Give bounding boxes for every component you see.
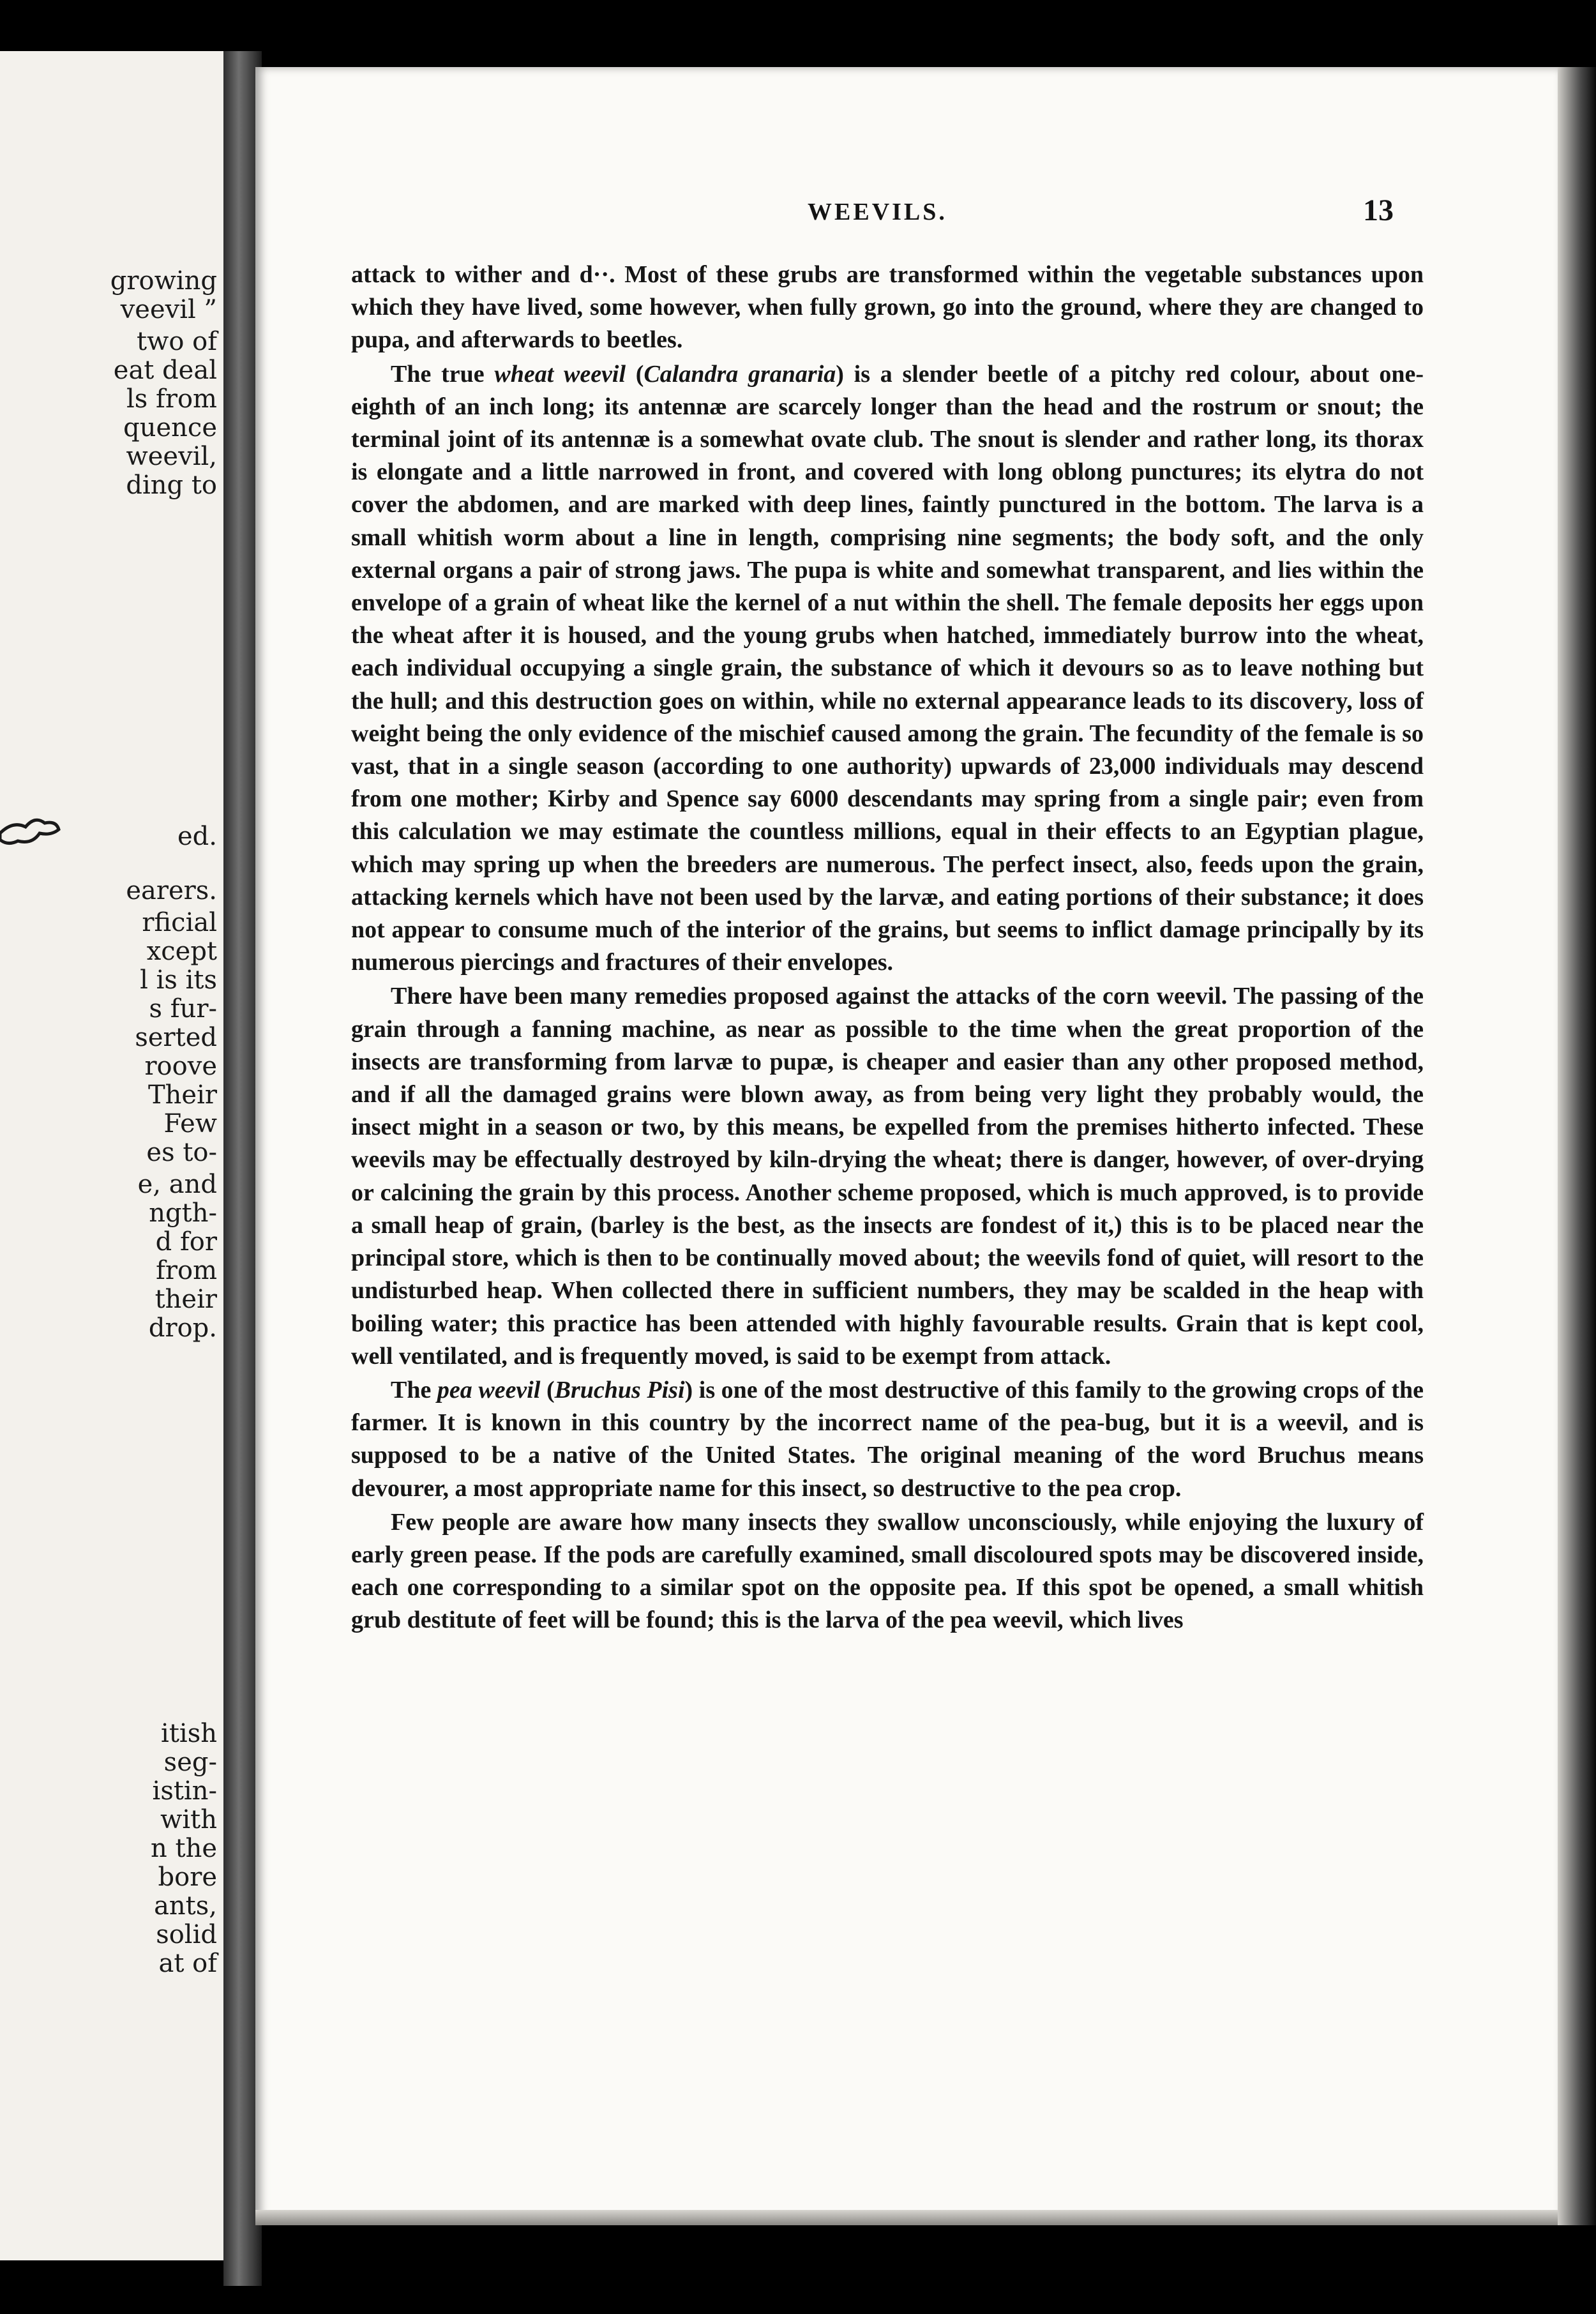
left-page-text-fragment: Their — [147, 1080, 217, 1110]
left-page-text-fragment: seg- — [163, 1748, 217, 1777]
text-run: ) is a slender beetle of a pitchy red colour, about one-eighth of an inch long; its antennæ are scarcely longer than the head and the rostrum or snout; the terminal joint of its antennæ is a somewhat ovate club. The snout is slender and rather long, its thorax is elongate and a little narrowed in front, and covered with long oblong punctures; its elytra do not cover the abdomen, and are marked with deep lines, faintly punctured in the bottom. The larva is a small whitish worm about a line in length, comprising nine segments; the body soft, and the only external organs a pair of strong jaws. The pupa is white and somewhat transparent, and lies within the envelope of a grain of wheat like the kernel of a nut within the shell. The female deposits her eggs upon the wheat after it is housed, and the young grubs when hatched, immediately burrow into the wheat, each individual occupying a single grain, the substance of which it devours so as to leave nothing but the hull; and this destruction goes on within, while no external appearance leads to its discovery, loss of weight being the only evidence of the mischief caused among the grain. The fecundity of the female is so vast, that in a single season (according to one authority) upwards of 23,000 individuals may descend from one mother; Kirby and Spence say 6000 descendants may spring from a single pair; even from this calculation we may estimate the countless millions, equal in their effects to an Egyptian plague, which may spring up when the breeders are numerous. The perfect insect, also, feeds upon the grain, attacking kernels which have not been used by the larvæ, and eating portions of their substance; it does not appear to consume much of the interior of the grains, but seems to inflict damage principally by its numerous piercings and fractures of their envelopes. — [351, 360, 1424, 976]
left-page-text-fragment: ants, — [154, 1891, 217, 1921]
left-page-text-fragment: d for — [155, 1227, 217, 1257]
left-page-text-fragment: weevil, — [126, 442, 217, 471]
left-page-text-fragment: es to- — [146, 1138, 217, 1167]
italic-term: Calandra granaria — [644, 360, 836, 388]
page-bottom-edge — [255, 2210, 1558, 2225]
text-run: There have been many remedies proposed against the attacks of the corn weevil. The passing of the grain through a fanning machine, as near as possible to the time when the great proportion of the insects are transforming from larvæ to pupæ, is cheaper and easier than any other proposed method, and if all the damaged grains were blown away, as from being very light they probably would, the insect might in a season or two, by this means, be expelled from the premises hitherto infected. These weevils may be effectually destroyed by kiln-drying the wheat; there is danger, however, of over-drying or calcining the grain by this process. Another scheme proposed, which is much approved, is to provide a small heap of grain, (barley is the best, as the insects are fondest of it,) this is to be placed near the principal store, which is then to be continually moved about; the weevils fond of quiet, will resort to the undisturbed heap. When collected there in sufficient numbers, they may be scalded in the heap with boiling water; this practice has been attended with highly favourable results. Grain that is kept cool, well ventilated, and is frequently moved, is said to be exempt from attack. — [351, 983, 1424, 1370]
left-page-text-fragment: growing — [110, 266, 217, 296]
text-run: The — [391, 1376, 437, 1403]
paragraph — [351, 980, 1424, 1372]
left-page-text-fragment: rficial — [142, 908, 217, 937]
left-page-text-fragment: ding to — [126, 471, 217, 500]
left-page-text-fragment: bore — [158, 1863, 217, 1892]
main-page — [255, 67, 1558, 2225]
left-page-text-fragment: from — [156, 1256, 217, 1285]
italic-term: pea weevil — [437, 1376, 541, 1403]
left-page-text-fragment: ls from — [126, 384, 217, 414]
left-page-text-fragment: veevil ” — [120, 295, 217, 324]
left-page-text-fragment: earers. — [126, 876, 217, 905]
left-page-text-fragment: n the — [151, 1834, 217, 1863]
left-page-text-fragment: xcept — [146, 937, 217, 966]
hand-ornament-icon — [0, 808, 64, 852]
text-run: Few people are aware how many insects they swallow unconsciously, while enjoying the luxury of early green pease. If the pods are carefully examined, small discoloured spots may be discovered inside, each one corresponding to a similar spot on the opposite pea. If this spot be opened, a small whitish grub destitute of feet will be found; this is the larva of the pea weevil, which lives — [351, 1508, 1424, 1634]
page-header — [255, 193, 1404, 243]
left-page-text-fragment: eat deal — [113, 356, 217, 385]
left-page-text-fragment: l is its — [140, 965, 217, 995]
page-number: 13 — [1363, 193, 1394, 227]
text-run: ( — [626, 360, 644, 388]
left-page-text-fragment: their — [154, 1285, 217, 1314]
left-page-text-fragment: istin- — [152, 1776, 217, 1806]
left-page-text-fragment: two of — [137, 327, 217, 356]
left-page-text-fragment: solid — [156, 1920, 217, 1949]
left-page-text-fragment: with — [160, 1805, 217, 1834]
paragraph — [351, 358, 1424, 979]
italic-term: Bruchus Pisi — [554, 1376, 685, 1403]
left-page-text-fragment: drop. — [148, 1313, 217, 1343]
paragraph — [351, 1506, 1424, 1637]
paragraph — [351, 259, 1424, 357]
left-page-text-fragment: serted — [135, 1023, 217, 1052]
italic-term: wheat weevil — [494, 360, 626, 388]
body-text — [351, 259, 1424, 1637]
left-page-text-fragment: ed. — [177, 822, 217, 851]
previous-page-fragment — [0, 51, 223, 2260]
left-page-text-fragment: e, and — [137, 1170, 217, 1199]
left-page-text-fragment: at of — [158, 1949, 217, 1978]
text-run: ( — [540, 1376, 555, 1403]
left-page-text-fragment: s fur- — [149, 994, 217, 1024]
left-page-text-fragment: roove — [144, 1052, 217, 1081]
left-page-text-fragment: quence — [123, 413, 217, 442]
page-right-edge — [1558, 67, 1596, 2225]
text-run: The true — [391, 360, 495, 388]
left-page-text-fragment: ngth- — [149, 1199, 217, 1228]
text-run: ) is one of the most destructive of this family to the growing crops of the farmer. It is known in this country by the incorrect name of the pea-bug, but it is a weevil, and is supposed to be a native of the United States. The original meaning of the word Bruchus means devourer, a most appropriate name for this insect, so destructive to the pea crop. — [351, 1376, 1424, 1502]
left-page-text-fragment: Few — [163, 1109, 217, 1138]
text-run: attack to wither and d··. Most of these grubs are transformed within the vegetable substances upon which they have lived, some however, when fully grown, go into the ground, where they are changed to pupa, and afterwards to beetles. — [351, 261, 1424, 354]
left-page-text-fragment: itish — [161, 1719, 217, 1748]
running-head: WEEVILS. — [808, 199, 947, 225]
paragraph — [351, 1374, 1424, 1505]
